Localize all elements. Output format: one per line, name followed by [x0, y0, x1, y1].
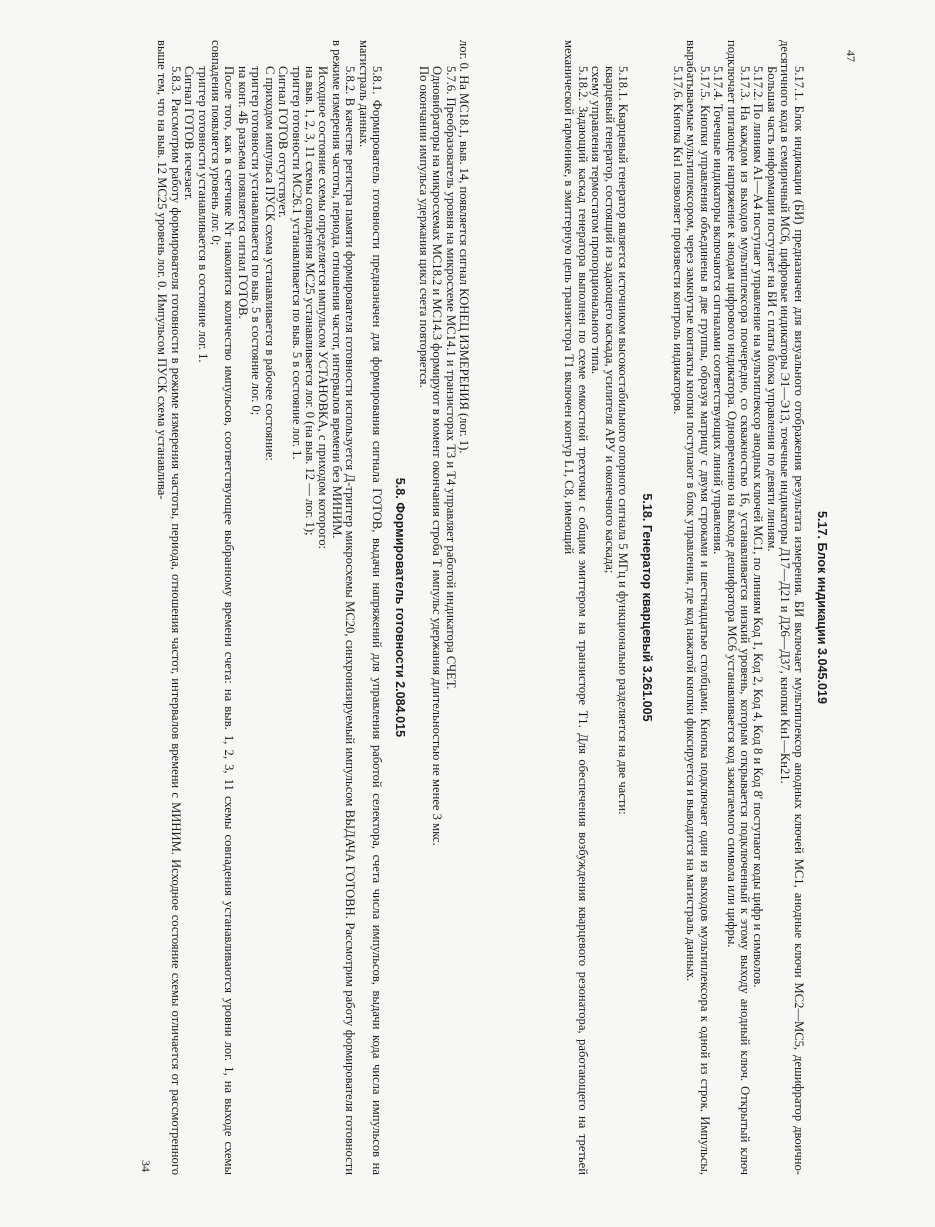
left-page: [155, 40, 470, 1175]
left-page-number: 34: [139, 1160, 153, 1172]
left-section-paragraphs: [155, 40, 383, 1175]
paragraph: 5.17.1. Блок индикации (БИ) предназначен для визуального отображения результата измерения. БИ включает мультиплексор анодных ключей МС1, анодные ключи МС2—МС5, дешифратор двоично-десятичного кода в семиричный МС6, цифровые индикаторы Э1—Э13, точечные индикаторы Д17—Д21 и Д26—Д37, кнопки Кн1—Кн21.: [778, 40, 806, 1175]
paragraph: 5.8.2. В качестве регистра памяти формирователя готовности используется Д-триггер микросхемы МС20, синхронизируемый импульсом ВЫДАЧА ГОТОВН. Рассмотрим работу формирователя готовности в режиме измерения частоты, периода, отношения частот, интервалов времени без МИНИМ.: [329, 40, 358, 1175]
paragraph: на конт. 4Б разъема появляется сигнал ГОТОВ.: [235, 66, 250, 319]
paragraph: Сигнал ГОТОВ отсутствует.: [276, 66, 291, 218]
paragraph: 5.17.3. На каждом из выходов мультиплексора поочередно, со скважностью 16, устанавливается низкий уровень, которым открывается подключенный к этому выходу анодный ключ. Открытый ключ подключает питающее напряжение к анодам цифрового индикатора. Одновременно на выходе дешифратора МС6 устанавливается код зажигаемого символа или цифры.: [724, 40, 752, 1175]
paragraph: на выв. 1, 2, 3, 11 схемы совпадения МС25 устанавливается лог. 0 (на выв. 12 — лог. 1);: [302, 66, 317, 536]
paragraph: триггер готовности МС26.1 устанавливается по выв. 5 в состояние лог. 1.: [289, 66, 304, 460]
right-section2-paragraphs: [562, 40, 629, 1175]
paragraph: схему управления термостатом пропорционального типа.: [589, 66, 604, 375]
paragraph: Большая часть информации поступает на БИ с платы блока управления по девяти линиям.: [764, 66, 779, 552]
left-section-title: 5.8. Формирователь готовности 2.084.015: [393, 477, 408, 738]
paragraph: 5.17.6. Кнопка Кн1 позволяет произвести контроль индикаторов.: [670, 66, 685, 415]
paragraph: Исходное состояние схемы определяется импульсом УСТАНОВКА, с приходом которого:: [316, 66, 331, 550]
paragraph: 5.17.4. Точечные индикаторы включаются сигналами соответствующих линий управления.: [711, 66, 726, 555]
paragraph: триггер готовности устанавливается в состояние лог. 1.: [195, 66, 210, 363]
paragraph: По окончании импульса удержания цикл счета повторяется.: [416, 66, 431, 388]
right-page: [562, 40, 838, 1175]
paragraph: С приходом импульса ПУСК схема устанавливается в рабочее состояние:: [262, 66, 277, 461]
paragraph: 5.8.1. Формирователь готовности предназначен для формирования сигнала ГОТОВ, выдачи напряжений для управления работой селектора, счета числа импульсов, выдачи кода числа импульсов на магистраль данных.: [356, 40, 384, 1175]
paragraph: триггер готовности устанавливается по выв. 5 в состояние лог. 0;: [249, 66, 264, 416]
right-section2-title: 5.18. Генератор кварцевый 3.261.005: [639, 493, 654, 722]
paragraph: После того, как в счетчике Nт наколится количество импульсов, соответствующее выбранному времени счета: на выв. 1, 2, 3, 11 схемы совпадения устанавливаются уровни лог. 1, на выходе схемы совпадения появляется уровень лог. 0;: [209, 40, 237, 1175]
paragraph: 5.18.1. Кварцевый генератор является источником высокостабильного опорного сигнала 5 МГц и функционально разделяется на две части:: [616, 66, 631, 815]
paragraph: 5.17.2. По линиям А1—А4 поступает управление на мультиплексор анодных ключей МС1, по линиям Код 1, Код 2, Код 4, Код 8 и Код 8' поступают коды цифр и символов.: [751, 66, 766, 988]
right-page-number: 47: [844, 50, 858, 62]
paragraph: кварцевый генератор, состоящий из задающего каскада, усилителя АРУ и оконечного каскада;: [602, 66, 617, 574]
right-section1-paragraphs: [671, 40, 805, 1175]
paragraph: 5.17.5. Кнопки управления объединены в две группы, образуя матрицу с двумя строками и шестнадцатью столбцами. Кнопка подключает один из выходов мультиплексора к одной из строк. Импульсы, вырабатываемые мультиплексором, через замкнутые контакты кнопки поступают в блок управления, где код нажатой кнопки фиксируется и выводится на магистраль данных.: [684, 40, 712, 1175]
paragraph: лог. 0. На МС18.1, выв. 14, появляется сигнал КОНЕЦ ИЗМЕРЕНИЯ (лог. 1).: [457, 40, 471, 454]
paragraph: 5.8.3. Рассмотрим работу формирователя готовности в режиме измерения частоты, периода, отношения частот, интервалов времени с МИНИМ. Исходное состояние схемы отличается от рассмотренного выше тем, что на выв. 12 МС25 уровень лог. 0. Импульсом ПУСК схема устанавлива-: [155, 40, 183, 1175]
paragraph: Одновибраторы на микросхемах МС18.2 и МС14.3 формируют в момент окончания строба Т импульс удержания длительностью не менее 3 мкс.: [430, 66, 445, 846]
paragraph: 5.18.2. Задающий каскад генератора выполнен по схеме емкостной трехточки с общим эмиттером на транзисторе Т1. Для обеспечения возбуждения кварцевого резонатора, работающего на третьей механической гармонике, в эмиттерную цепь транзистора Т1 включен контур L1, С8, имеющий: [562, 40, 590, 1175]
left-intro-paragraphs: [416, 40, 470, 1175]
paragraph: 5.7.6. Преобразователь уровня на микросхеме МС14.1 и транзисторах Т3 и Т4 управляет работой индикатора СЧЕТ.: [443, 66, 458, 690]
paragraph: Сигнал ГОТОВ исчезает.: [182, 66, 197, 201]
right-section1-title: 5.17. Блок индикации 3.045.019: [815, 510, 829, 705]
